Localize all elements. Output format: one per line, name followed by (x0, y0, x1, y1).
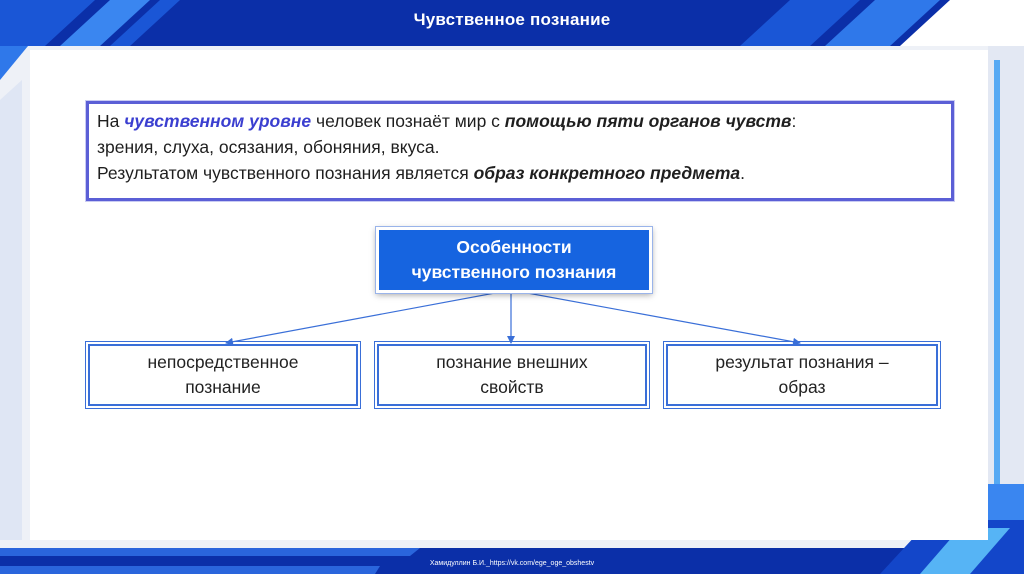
intro-text-box (86, 101, 954, 201)
child-node-line-1: познание внешних (436, 352, 588, 372)
intro-text-2: человек познаёт мир с (311, 111, 505, 131)
footer-stripe-2 (0, 566, 380, 574)
child-node-line-1: результат познания – (715, 352, 889, 372)
intro-senses-list: зрения, слуха, осязания, обоняния, вкуса. (97, 137, 440, 157)
intro-text-3: : (791, 111, 797, 131)
intro-emphasis-five-senses: помощью пяти органов чувств (504, 111, 792, 131)
child-node-result-image (666, 344, 938, 406)
child-node-line-1: непосредственное (147, 352, 299, 372)
intro-emphasis-image: образ конкретного предмета (473, 163, 741, 183)
center-node-line-1: Особенности (456, 237, 572, 257)
intro-result-text: Результатом чувственного познания является (97, 163, 474, 183)
left-stripe-2 (0, 80, 22, 540)
left-stripe-1 (0, 46, 28, 80)
intro-emphasis-sensory-level: чувственном уровне (124, 111, 312, 131)
footer-credit: Хамидуллин Б.И._https://vk.com/ege_oge_obshestv (429, 560, 595, 567)
child-node-line-2: образ (778, 377, 826, 397)
child-node-line-2: познание (185, 377, 261, 397)
right-edge (988, 46, 1024, 540)
child-node-line-2: свойств (480, 377, 544, 397)
child-node-external-properties (377, 344, 647, 406)
right-stripe (994, 60, 1000, 510)
slide-title: Чувственное познание (413, 10, 611, 29)
footer-stripe-1 (0, 548, 420, 556)
center-node (376, 227, 652, 293)
intro-text-end: . (740, 163, 746, 183)
child-node-direct-cognition (88, 344, 358, 406)
center-node-line-2: чувственного познания (411, 262, 617, 282)
intro-text-1: На (97, 111, 125, 131)
